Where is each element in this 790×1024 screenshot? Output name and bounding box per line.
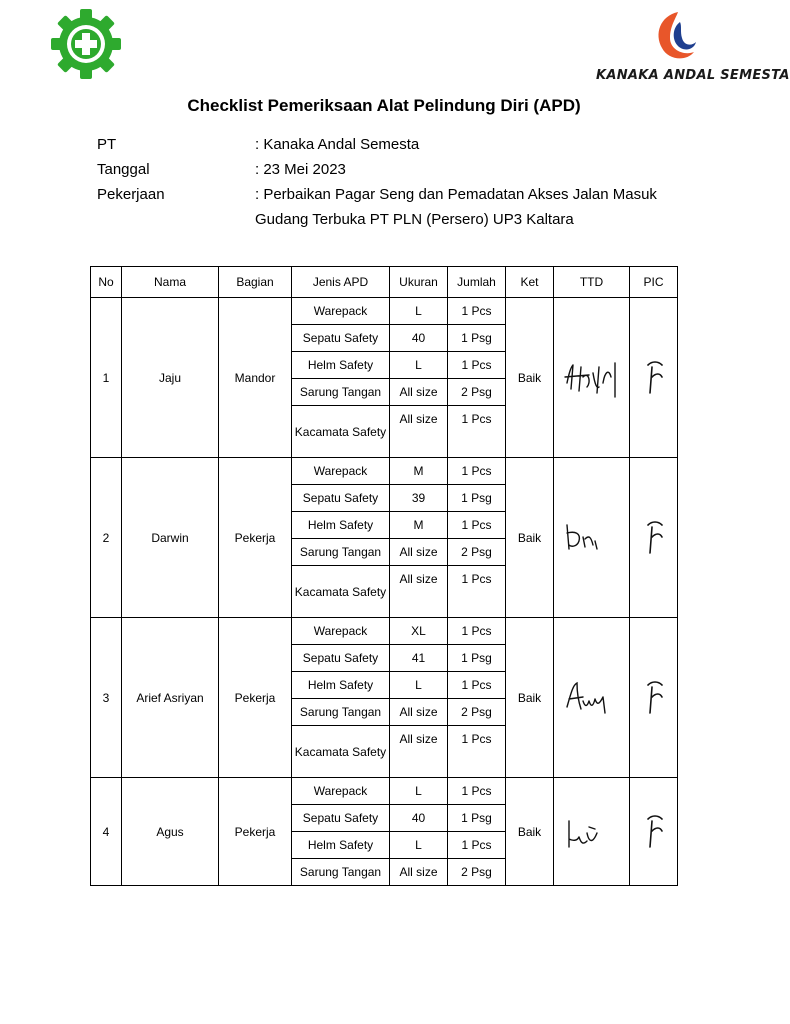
- tanggal-label: Tanggal: [97, 161, 150, 178]
- info-row-tanggal: [97, 157, 697, 182]
- header-bagian: Bagian: [219, 267, 292, 298]
- kanaka-flame-logo-icon: [596, 8, 764, 68]
- cell-bagian: Mandor: [219, 298, 292, 458]
- cell-jenis-apd: Sepatu Safety: [292, 325, 390, 352]
- cell-ukuran: 41: [390, 645, 448, 672]
- cell-jumlah: 1 Pcs: [448, 672, 506, 699]
- cell-bagian: Pekerja: [219, 458, 292, 618]
- cell-bagian: Pekerja: [219, 778, 292, 886]
- info-block: [97, 132, 697, 232]
- cell-no: 2: [91, 458, 122, 618]
- green-gear-cross-icon: [48, 6, 124, 82]
- cell-no: 4: [91, 778, 122, 886]
- cell-ukuran: 39: [390, 485, 448, 512]
- cell-jumlah: 1 Pcs: [448, 352, 506, 379]
- info-row-pekerjaan: [97, 182, 697, 207]
- cell-ttd-signature: [554, 458, 630, 618]
- cell-jenis-apd: Sarung Tangan: [292, 539, 390, 566]
- header-no: No: [91, 267, 122, 298]
- cell-jenis-apd: Sarung Tangan: [292, 379, 390, 406]
- cell-jenis-apd: Sepatu Safety: [292, 485, 390, 512]
- cell-jenis-apd: Helm Safety: [292, 512, 390, 539]
- cell-pic-signature: [630, 618, 678, 778]
- pt-value: : Kanaka Andal Semesta: [255, 136, 420, 153]
- cell-ttd-signature: [554, 618, 630, 778]
- header-nama: Nama: [122, 267, 219, 298]
- cell-jumlah: 1 Psg: [448, 325, 506, 352]
- cell-jenis-apd: Helm Safety: [292, 672, 390, 699]
- page-title: Checklist Pemeriksaan Alat Pelindung Diri (APD): [187, 96, 581, 115]
- cell-jenis-apd: Sarung Tangan: [292, 859, 390, 886]
- signature-ttd: [559, 353, 625, 403]
- cell-jumlah: 1 Pcs: [448, 618, 506, 645]
- header-ttd: TTD: [554, 267, 630, 298]
- cell-jumlah: 2 Psg: [448, 859, 506, 886]
- cell-jenis-apd: Warepack: [292, 458, 390, 485]
- cell-jumlah: 1 Pcs: [448, 778, 506, 805]
- cell-jumlah: 1 Pcs: [448, 832, 506, 859]
- cell-ket: Baik: [506, 778, 554, 886]
- cell-ukuran: XL: [390, 618, 448, 645]
- cell-ket: Baik: [506, 618, 554, 778]
- header-jenis-apd: Jenis APD: [292, 267, 390, 298]
- cell-ukuran: All size: [390, 566, 448, 618]
- cell-jenis-apd: Sepatu Safety: [292, 645, 390, 672]
- cell-ket: Baik: [506, 458, 554, 618]
- table-header-row: [91, 267, 678, 298]
- cell-pic-signature: [630, 778, 678, 886]
- header-ukuran: Ukuran: [390, 267, 448, 298]
- signature-ttd: [559, 513, 625, 563]
- cell-ket: Baik: [506, 298, 554, 458]
- cell-ukuran: 40: [390, 325, 448, 352]
- company-logo: [596, 8, 790, 86]
- cell-jenis-apd: Warepack: [292, 778, 390, 805]
- header-ket: Ket: [506, 267, 554, 298]
- pt-label: PT: [97, 136, 117, 153]
- cell-ukuran: M: [390, 458, 448, 485]
- cell-ukuran: 40: [390, 805, 448, 832]
- cell-no: 1: [91, 298, 122, 458]
- cell-ukuran: M: [390, 512, 448, 539]
- cell-jenis-apd: Kacamata Safety: [292, 726, 390, 778]
- cell-bagian: Pekerja: [219, 618, 292, 778]
- signature-ttd: [559, 807, 625, 857]
- signature-pic: [634, 807, 674, 857]
- cell-jumlah: 1 Psg: [448, 645, 506, 672]
- cell-jumlah: 1 Psg: [448, 805, 506, 832]
- cell-ukuran: All size: [390, 699, 448, 726]
- cell-jenis-apd: Helm Safety: [292, 352, 390, 379]
- cell-no: 3: [91, 618, 122, 778]
- apd-checklist-table: [90, 266, 678, 886]
- cell-jumlah: 1 Pcs: [448, 298, 506, 325]
- cell-jenis-apd: Helm Safety: [292, 832, 390, 859]
- cell-jenis-apd: Warepack: [292, 618, 390, 645]
- pekerjaan-value-line2: Gudang Terbuka PT PLN (Persero) UP3 Kaltara: [255, 211, 574, 228]
- cell-jumlah: 2 Psg: [448, 379, 506, 406]
- table-row: [91, 618, 678, 645]
- cell-nama: Arief Asriyan: [122, 618, 219, 778]
- cell-nama: Agus: [122, 778, 219, 886]
- tanggal-value: : 23 Mei 2023: [255, 161, 346, 178]
- cell-ukuran: All size: [390, 726, 448, 778]
- cell-ttd-signature: [554, 298, 630, 458]
- pekerjaan-label: Pekerjaan: [97, 186, 165, 203]
- cell-ukuran: L: [390, 778, 448, 805]
- cell-ukuran: All size: [390, 859, 448, 886]
- cell-ukuran: L: [390, 352, 448, 379]
- table-row: [91, 458, 678, 485]
- cell-ukuran: All size: [390, 539, 448, 566]
- signature-ttd: [559, 673, 625, 723]
- header-jumlah: Jumlah: [448, 267, 506, 298]
- cell-pic-signature: [630, 298, 678, 458]
- cell-jenis-apd: Kacamata Safety: [292, 406, 390, 458]
- cell-jenis-apd: Warepack: [292, 298, 390, 325]
- cell-jenis-apd: Sepatu Safety: [292, 805, 390, 832]
- cell-jumlah: 1 Pcs: [448, 566, 506, 618]
- table-row: [91, 778, 678, 805]
- cell-jumlah: 1 Pcs: [448, 458, 506, 485]
- info-row-pt: [97, 132, 697, 157]
- table-row: [91, 298, 678, 325]
- pekerjaan-value-line1: : Perbaikan Pagar Seng dan Pemadatan Akses Jalan Masuk: [255, 186, 657, 203]
- signature-pic: [634, 673, 674, 723]
- cell-pic-signature: [630, 458, 678, 618]
- cell-ukuran: All size: [390, 379, 448, 406]
- cell-ukuran: L: [390, 298, 448, 325]
- header-pic: PIC: [630, 267, 678, 298]
- cell-nama: Jaju: [122, 298, 219, 458]
- cell-jumlah: 1 Pcs: [448, 726, 506, 778]
- cell-nama: Darwin: [122, 458, 219, 618]
- cell-jumlah: 2 Psg: [448, 699, 506, 726]
- cell-ukuran: L: [390, 672, 448, 699]
- cell-jumlah: 1 Pcs: [448, 512, 506, 539]
- cell-jenis-apd: Kacamata Safety: [292, 566, 390, 618]
- cell-jenis-apd: Sarung Tangan: [292, 699, 390, 726]
- cell-jumlah: 2 Psg: [448, 539, 506, 566]
- cell-ukuran: All size: [390, 406, 448, 458]
- cell-ukuran: L: [390, 832, 448, 859]
- signature-pic: [634, 513, 674, 563]
- signature-pic: [634, 353, 674, 403]
- cell-jumlah: 1 Psg: [448, 485, 506, 512]
- cell-jumlah: 1 Pcs: [448, 406, 506, 458]
- cell-ttd-signature: [554, 778, 630, 886]
- company-brand-name: KANAKA ANDAL SEMESTA: [596, 68, 790, 83]
